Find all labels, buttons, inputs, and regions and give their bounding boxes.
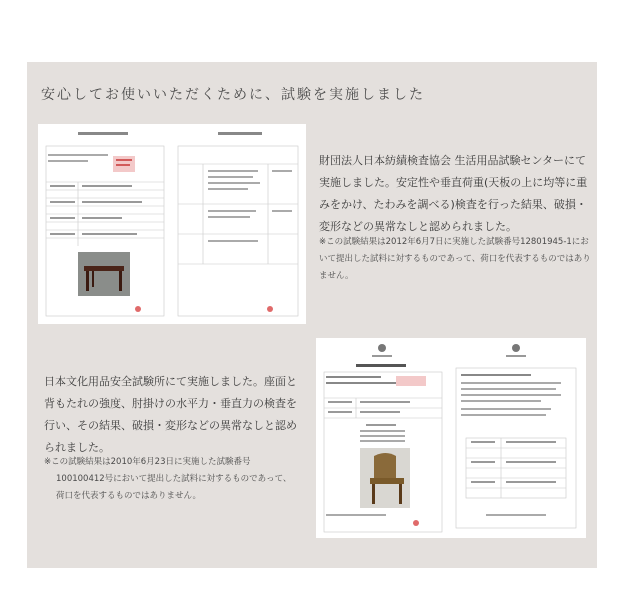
table-test-report-image (38, 124, 306, 324)
chair-test-note (44, 454, 306, 505)
section-heading: 安心してお使いいただくために、試験を実施しました (41, 87, 425, 103)
test-report-scan (38, 124, 306, 324)
table-test-note: ※この試験結果は2012年6月7日に実施した試験番号12801945-1において提出した試料に対するものであって、荷口を代表するものではありません。 (319, 237, 591, 281)
table-test-description: 財団法人日本紡績検査協会 生活用品試験センターにて実施しました。安定性や垂直荷重(天板の上に均等に重みをかけ、たわみを調べる)検査を行った結果、破損・変形などの異常なしと認められました。 (319, 154, 588, 233)
chair-test-description: 日本文化用品安全試験所にて実施しました。座面と背もたれの強度、肘掛けの水平力・垂直力の検査を行い、その結果、破損・変形などの異常なしと認められました。 (44, 375, 297, 454)
chair-test-note-line3: 荷口を代表するものではありません。 (56, 491, 202, 501)
chair-test-note-line2: 100100412号において提出した試料に対するものであって、 (56, 474, 292, 484)
test-report-scan (316, 338, 586, 538)
chair-test-note-line1: ※この試験結果は2010年6月23日に実施した試験番号 (44, 457, 251, 467)
chair-test-report-image (316, 338, 586, 538)
